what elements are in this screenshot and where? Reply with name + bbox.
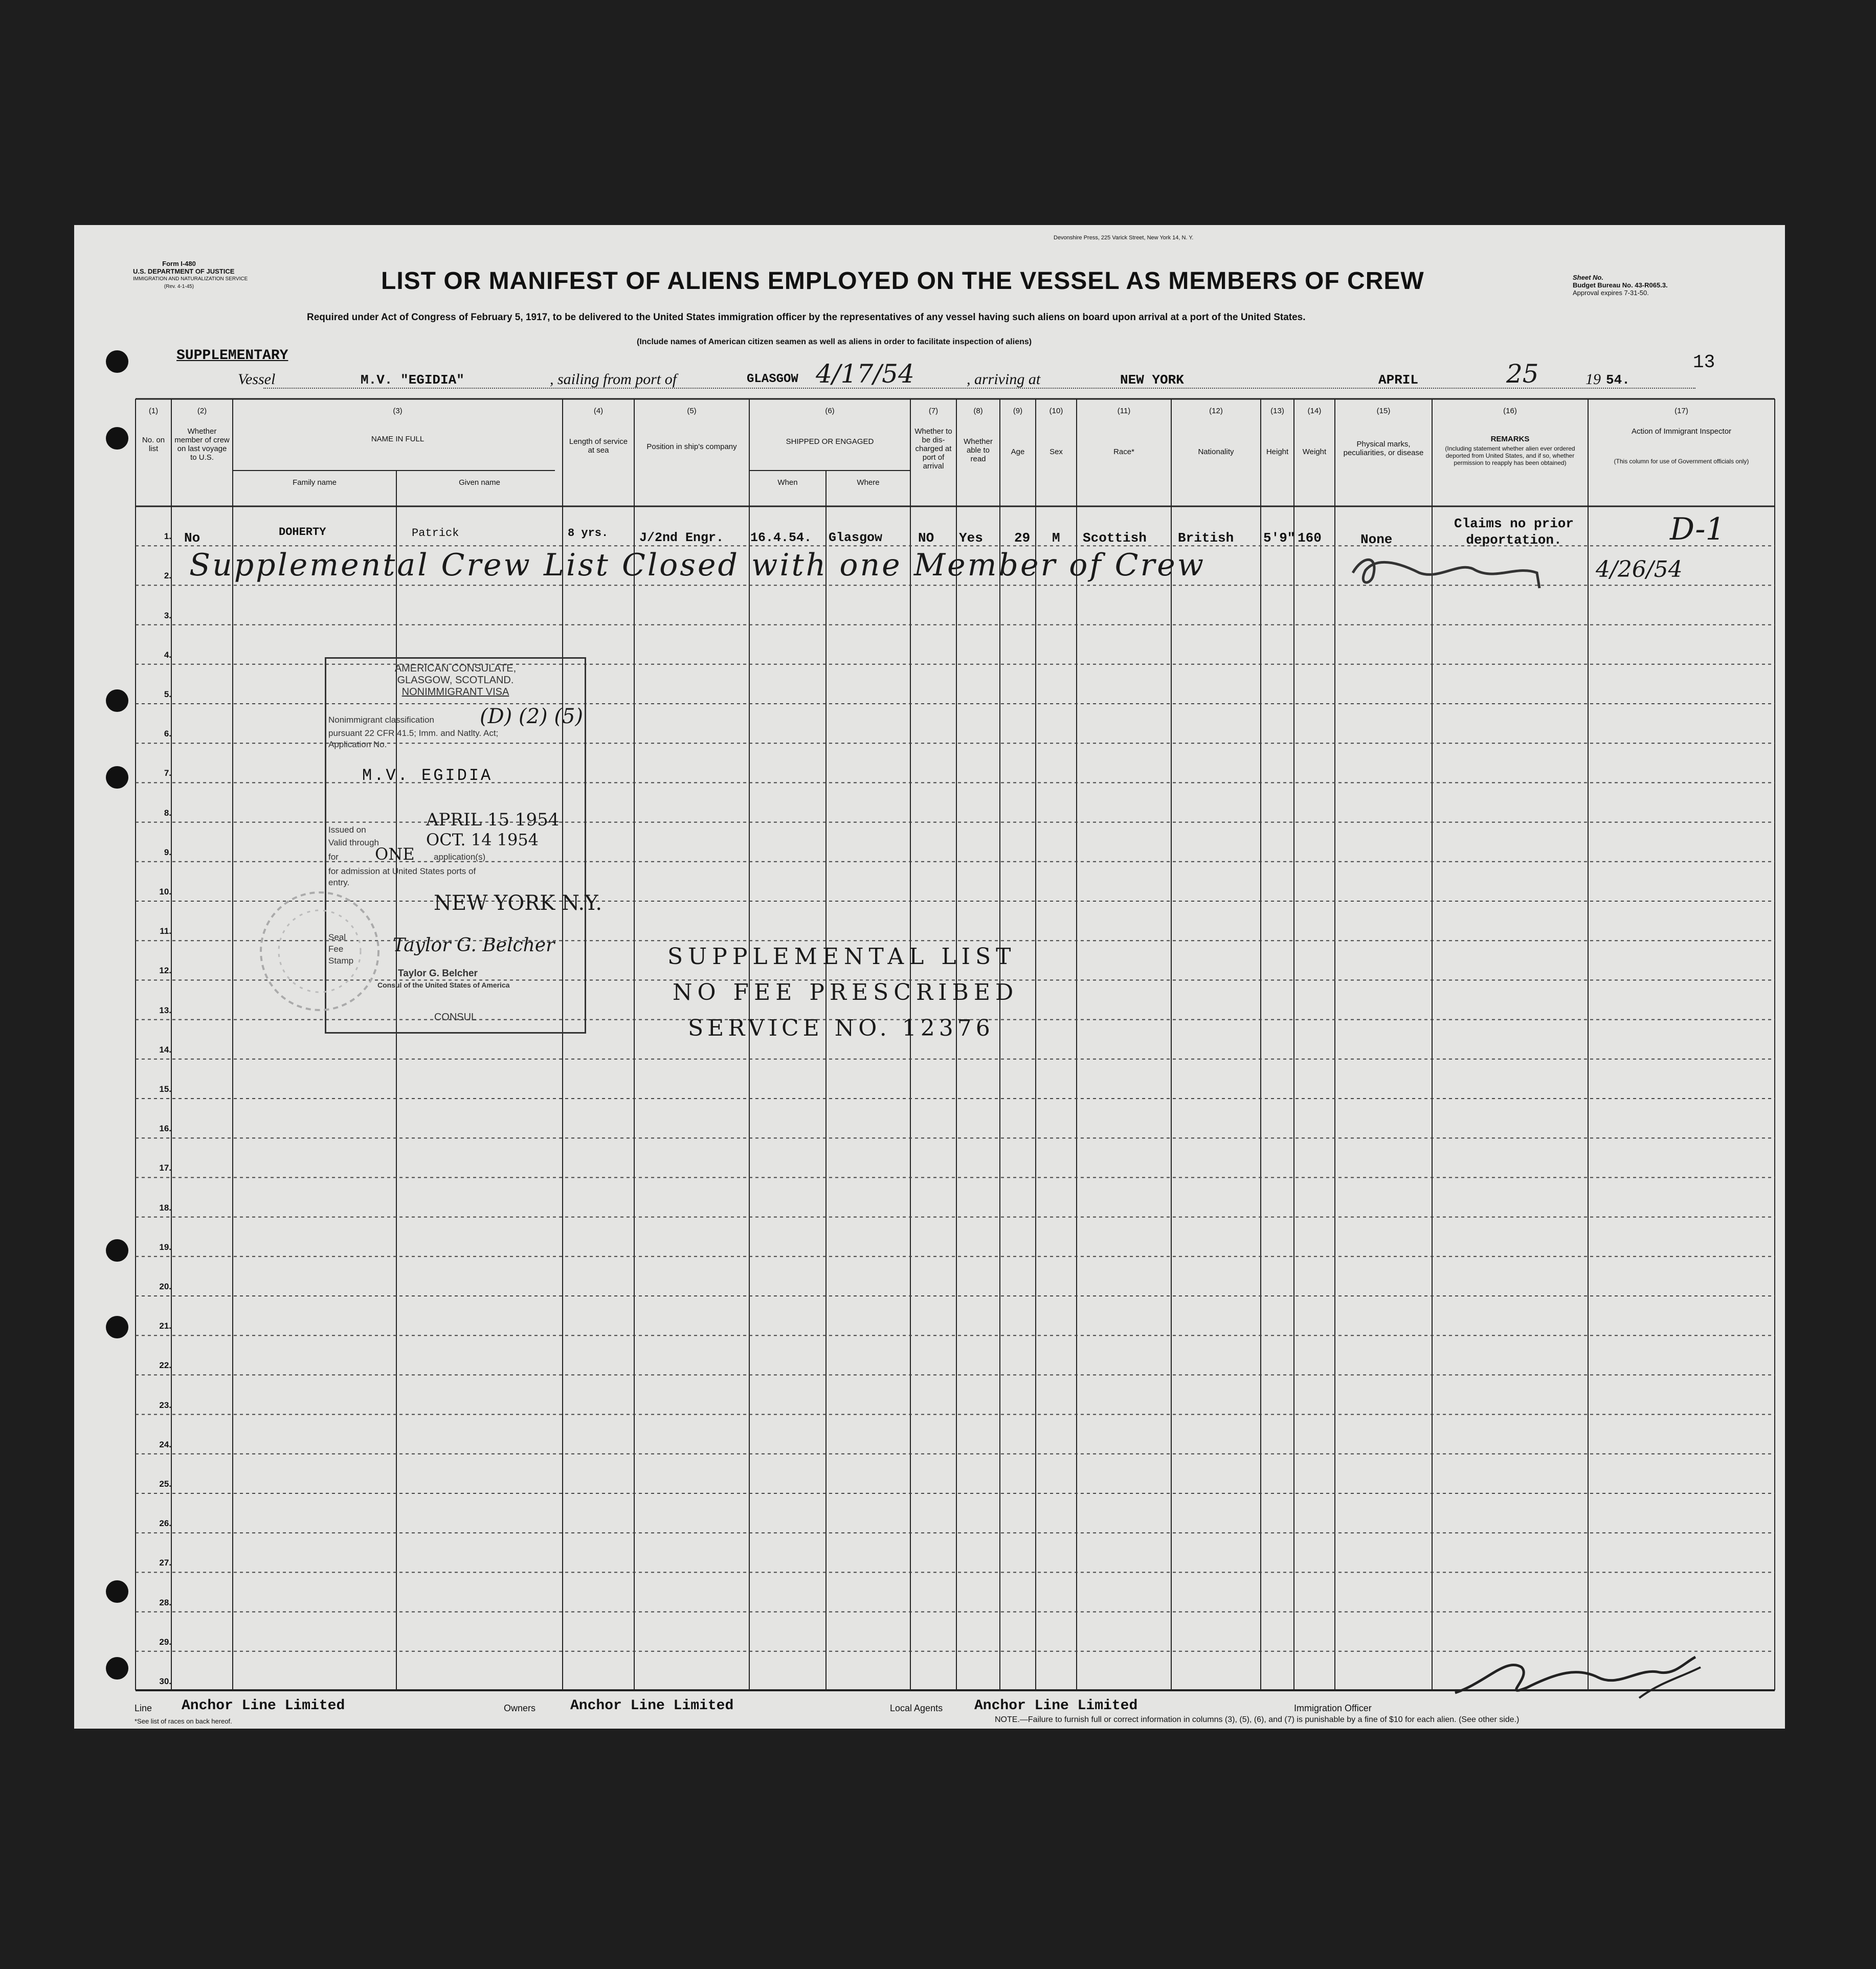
footer-note: NOTE.—Failure to furnish full or correct information in columns (3), (5), (6), and (7) is punishable by a fine of $10 for each alien. (See other side.) — [995, 1715, 1520, 1724]
port-of-sailing: GLASGOW — [747, 372, 798, 386]
row-number: 17. — [159, 1163, 171, 1173]
footer-line-value: Anchor Line Limited — [182, 1698, 345, 1714]
col-head-height: Height — [1266, 448, 1289, 456]
row1-sex: M — [1052, 530, 1060, 546]
inspector-signature — [1343, 545, 1557, 591]
stamp-stamp: Stamp — [328, 956, 354, 966]
row-number: 29. — [159, 1637, 171, 1647]
vessel-label: Vessel — [238, 371, 276, 388]
stamp-for-label: for — [328, 852, 339, 862]
stamp-applications: application(s) — [434, 852, 486, 862]
supplemental-list-note: SUPPLEMENTAL LIST — [667, 944, 1016, 970]
stamp-ports-value: NEW YORK N.Y. — [434, 891, 602, 915]
stamp-classification-label: Nonimmigrant classification — [328, 715, 434, 725]
service: IMMIGRATION AND NATURALIZATION SERVICE — [133, 276, 248, 282]
row-number: 6. — [164, 729, 171, 739]
stamp-admission: for admission at United States ports of entry. — [328, 866, 476, 887]
department: U.S. DEPARTMENT OF JUSTICE — [133, 267, 235, 275]
row-number: 5. — [164, 689, 171, 699]
row-number: 12. — [159, 966, 171, 976]
col-num-12: (12) — [1209, 407, 1223, 415]
footer-agents-value: Anchor Line Limited — [974, 1698, 1138, 1714]
year-prefix: 19 — [1585, 371, 1601, 388]
row1-race: Scottish — [1083, 530, 1147, 546]
col-head-when: When — [777, 478, 798, 487]
col-head-position: Position in ship's company — [646, 442, 737, 451]
footer-officer-label: Immigration Officer — [1294, 1703, 1372, 1713]
col-head-name: NAME IN FULL — [371, 435, 425, 443]
no-fee-note: NO FEE PRESCRIBED — [673, 979, 1019, 1005]
row1-where: Glasgow — [829, 530, 883, 545]
sailing-date-handwritten: 4/17/54 — [816, 359, 914, 389]
row-number: 28. — [159, 1597, 171, 1607]
row-number: 7. — [164, 768, 171, 778]
row-number: 27. — [159, 1558, 171, 1568]
row1-remarks: Claims no prior deportation. — [1454, 516, 1574, 548]
arrival-month: APRIL — [1378, 372, 1419, 388]
col-num-4: (4) — [593, 407, 604, 415]
col-head-last-voyage: Whether member of crew on last voyage to U.S. — [174, 427, 230, 462]
embossed-seal — [253, 885, 386, 1018]
col-num-3: (3) — [393, 407, 403, 415]
row-number: 25. — [159, 1479, 171, 1489]
row-number: 11. — [160, 926, 171, 936]
row-number: 15. — [159, 1084, 171, 1094]
col-num-16: (16) — [1503, 407, 1517, 415]
arrival-port: NEW YORK — [1120, 372, 1184, 388]
col-head-action-note: (This column for use of Government officials only) — [1614, 458, 1749, 465]
col-num-2: (2) — [197, 407, 207, 415]
arriving-label: , arriving at — [967, 371, 1041, 388]
arrival-day-handwritten: 25 — [1506, 359, 1539, 389]
row-number: 1. — [164, 531, 171, 542]
printer-credit: Devonshire Press, 225 Varick Street, New York 14, N. Y. — [1054, 235, 1194, 241]
col-head-remarks: REMARKS — [1490, 435, 1530, 443]
row-number: 2. — [164, 571, 171, 581]
row-number: 18. — [159, 1202, 171, 1213]
row-number: 16. — [159, 1124, 171, 1134]
stamp-seal: Seal — [328, 932, 346, 942]
page-number: 13 — [1693, 352, 1715, 373]
action-date: 4/26/54 — [1596, 556, 1683, 583]
row1-given-name: Patrick — [412, 527, 459, 540]
stamp-valid-value: OCT. 14 1954 — [426, 830, 539, 849]
row-number: 20. — [159, 1282, 171, 1291]
stamp-consul: CONSUL — [434, 1012, 477, 1023]
col-num-11: (11) — [1117, 407, 1131, 415]
col-num-7: (7) — [928, 407, 939, 415]
approval-expiry: Approval expires 7-31-50. — [1573, 289, 1649, 297]
row1-age: 29 — [1014, 530, 1031, 546]
stamp-valid-label: Valid through — [328, 838, 379, 847]
manifest-sheet — [74, 225, 1785, 1729]
row-number: 23. — [159, 1400, 171, 1410]
row1-discharged: NO — [918, 530, 934, 546]
row-number: 24. — [159, 1439, 171, 1449]
col-head-nationality: Nationality — [1198, 448, 1234, 456]
revision: (Rev. 4-1-45) — [164, 284, 194, 289]
stamp-signature: Taylor G. Belcher — [393, 935, 555, 956]
row-number: 13. — [159, 1005, 171, 1015]
col-num-15: (15) — [1376, 407, 1391, 415]
handwritten-closing-note: Supplemental Crew List Closed with one Member of Crew — [189, 547, 1206, 583]
col-head-shipped: SHIPPED OR ENGAGED — [786, 437, 874, 446]
sheet-label: Sheet No. — [1573, 274, 1603, 281]
col-head-where: Where — [857, 478, 880, 487]
row-number: 9. — [164, 847, 171, 857]
row1-weight: 160 — [1298, 530, 1322, 546]
col-num-17: (17) — [1674, 407, 1688, 415]
col-head-given-name: Given name — [459, 478, 500, 487]
stamp-fee: Fee — [328, 944, 344, 954]
stamp-signature-typed: Taylor G. Belcher — [398, 968, 478, 979]
row-number: 21. — [159, 1321, 171, 1331]
col-head-no: No. on list — [142, 436, 165, 453]
arrival-year: 54. — [1606, 372, 1630, 388]
row1-length-service: 8 yrs. — [568, 527, 609, 540]
officer-signature — [1445, 1637, 1711, 1708]
row-number: 22. — [159, 1360, 171, 1371]
footer-agents-label: Local Agents — [890, 1703, 943, 1713]
row-number: 30. — [159, 1676, 171, 1686]
row-number: 10. — [159, 887, 171, 897]
supplementary-label: SUPPLEMENTARY — [176, 348, 288, 364]
col-num-13: (13) — [1270, 407, 1284, 415]
stamp-consul-title: Consul of the United States of America — [377, 981, 510, 989]
col-head-discharged: Whether to be dis-charged at port of arrival — [914, 427, 952, 471]
col-num-8: (8) — [973, 407, 983, 415]
vessel-name: M.V. "EGIDIA" — [361, 372, 464, 388]
subtitle: Required under Act of Congress of February 5, 1917, to be delivered to the United States immigration officer by the representatives of any vessel having such aliens on board upon arrival at a port of the United States. — [307, 312, 1306, 323]
footer-races-note: *See list of races on back hereof. — [135, 1717, 232, 1725]
sailing-label: , sailing from port of — [550, 371, 677, 388]
row1-when: 16.4.54. — [750, 530, 812, 545]
service-number-note: SERVICE NO. 12376 — [688, 1015, 994, 1041]
row1-marks: None — [1360, 532, 1393, 547]
col-num-1: (1) — [148, 407, 159, 415]
col-num-5: (5) — [687, 407, 697, 415]
subnote: (Include names of American citizen seamen as well as aliens in order to facilitate inspection of aliens) — [637, 338, 1032, 346]
col-head-race: Race* — [1113, 448, 1134, 456]
row-number: 19. — [159, 1242, 171, 1252]
row1-height: 5'9" — [1263, 530, 1296, 546]
stamp-issued-label: Issued on — [328, 825, 366, 835]
footer-owners-label: Owners — [504, 1703, 536, 1713]
col-num-14: (14) — [1307, 407, 1322, 415]
row1-action: D-1 — [1670, 511, 1725, 547]
row-number: 14. — [159, 1044, 171, 1055]
col-head-sex: Sex — [1049, 448, 1063, 456]
footer-line-label: Line — [135, 1703, 152, 1713]
col-head-remarks-note: (Including statement whether alien ever ordered deported from United States, and if so, whether permission to reapply has been obtained) — [1445, 445, 1575, 466]
row-number: 26. — [159, 1518, 171, 1529]
col-head-family-name: Family name — [293, 478, 337, 487]
page-title: LIST OR MANIFEST OF ALIENS EMPLOYED ON THE VESSEL AS MEMBERS OF CREW — [381, 267, 1424, 295]
row1-position: J/2nd Engr. — [639, 530, 724, 545]
row-number: 3. — [164, 610, 171, 620]
stamp-for-value: ONE — [375, 844, 415, 864]
stamp-line3: NONIMMIGRANT VISA — [401, 686, 509, 698]
col-num-9: (9) — [1013, 407, 1023, 415]
col-head-age: Age — [1011, 448, 1025, 456]
stamp-line2: GLASGOW, SCOTLAND. — [397, 675, 514, 686]
col-head-length-service: Length of service at sea — [569, 437, 628, 455]
col-head-physical-marks: Physical marks, peculiarities, or disease — [1343, 440, 1424, 457]
col-num-10: (10) — [1049, 407, 1063, 415]
row-number: 4. — [164, 650, 171, 660]
stamp-issued-value: APRIL 15 1954 — [426, 810, 560, 830]
row-number: 8. — [164, 808, 171, 818]
col-head-read: Whether able to read — [964, 437, 993, 463]
stamp-vessel: M.V. EGIDIA — [362, 766, 493, 785]
stamp-line1: AMERICAN CONSULATE, — [394, 663, 517, 674]
form-number: Form I-480 — [162, 260, 196, 267]
footer-owners-value: Anchor Line Limited — [570, 1698, 734, 1714]
budget-bureau: Budget Bureau No. 43-R065.3. — [1573, 281, 1668, 289]
row1-last-voyage: No — [184, 530, 200, 546]
col-head-weight: Weight — [1302, 448, 1327, 456]
col-head-action: Action of Immigrant Inspector — [1631, 427, 1732, 436]
row1-nationality: British — [1178, 530, 1234, 546]
row1-family-name: DOHERTY — [279, 526, 326, 539]
stamp-classification-value: (D) (2) (5) — [480, 705, 584, 728]
stamp-pursuant: pursuant 22 CFR 41.5; Imm. and Natlty. Act; Application No. — [328, 728, 499, 749]
col-num-6: (6) — [825, 407, 835, 415]
row1-read: Yes — [959, 530, 983, 546]
